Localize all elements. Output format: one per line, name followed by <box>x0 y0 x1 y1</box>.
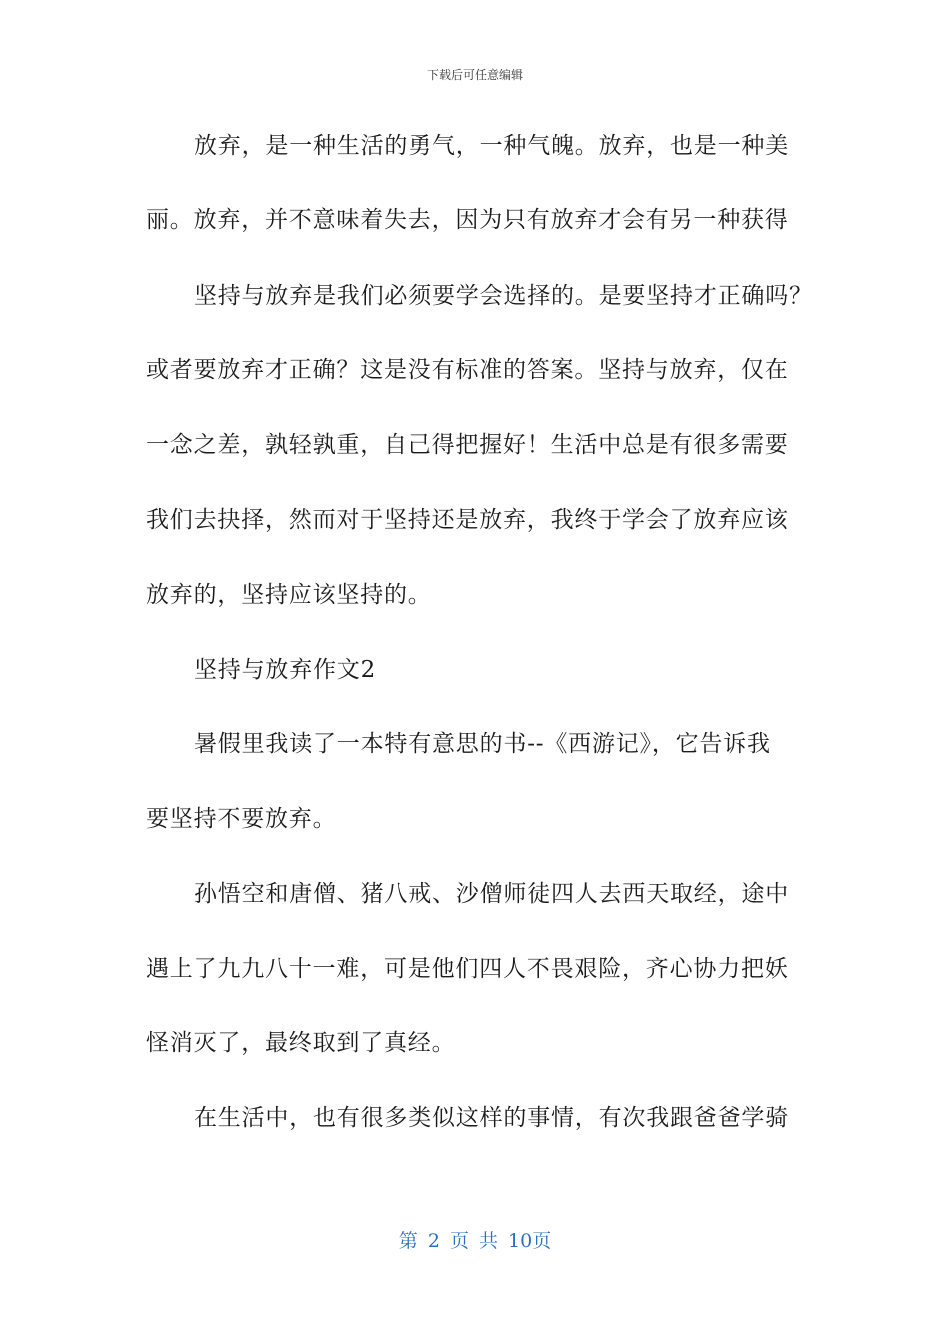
text-line: 丽。放弃，并不意味着失去，因为只有放弃才会有另一种获得 <box>146 207 789 233</box>
text-line: 孙悟空和唐僧、猪八戒、沙僧师徒四人去西天取经，途中 <box>194 881 789 907</box>
text-line: 在生活中，也有很多类似这样的事情，有次我跟爸爸学骑 <box>194 1105 789 1131</box>
text-line: 坚持与放弃是我们必须要学会选择的。是要坚持才正确吗？ <box>194 283 813 309</box>
download-note: 下载后可任意编辑 <box>426 68 523 82</box>
text-line: 怪消灭了，最终取到了真经。 <box>146 1030 456 1056</box>
text-line: 一念之差，孰轻孰重，自己得把握好！生活中总是有很多需要 <box>146 432 789 458</box>
text-line: 放弃的，坚持应该坚持的。 <box>146 582 432 608</box>
text-line: 放弃，是一种生活的勇气，一种气魄。放弃，也是一种美 <box>194 133 789 159</box>
text-line: 或者要放弃才正确？这是没有标准的答案。坚持与放弃，仅在 <box>146 357 789 383</box>
section-heading: 坚持与放弃作文2 <box>194 657 377 683</box>
text-line: 暑假里我读了一本特有意思的书--《西游记》，它告诉我 <box>194 731 771 757</box>
text-line: 遇上了九九八十一难，可是他们四人不畏艰险，齐心协力把妖 <box>146 956 789 982</box>
text-line: 我们去抉择，然而对于坚持还是放弃，我终于学会了放弃应该 <box>146 507 789 533</box>
page-number: 第 2 页 共 10页 <box>398 1230 552 1252</box>
text-line: 要坚持不要放弃。 <box>146 806 337 832</box>
